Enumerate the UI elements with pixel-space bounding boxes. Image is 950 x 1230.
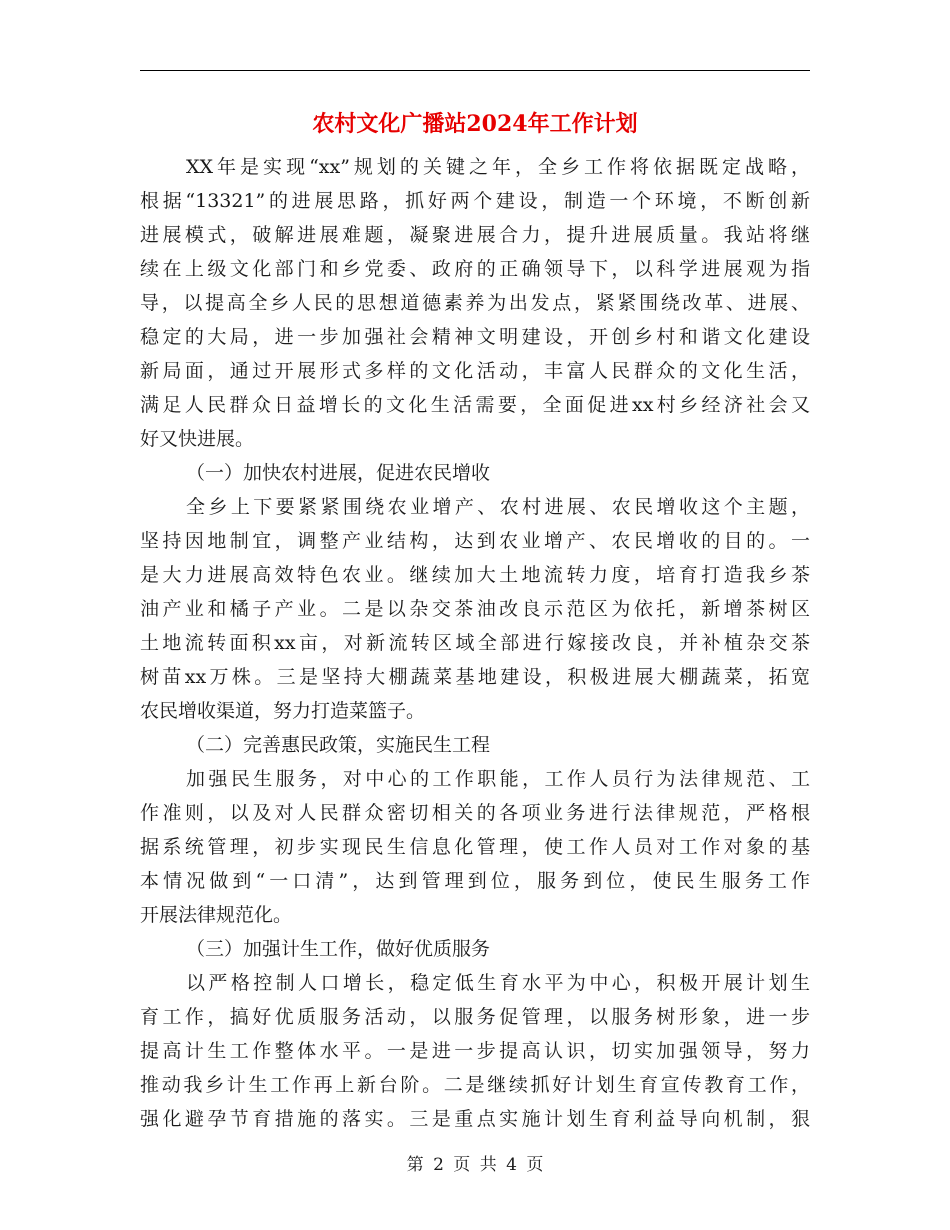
document-title: 农村文化广播站2024年工作计划 (312, 111, 638, 137)
text-line: 作准则，以及对人民群众密切相关的各项业务进行法律规范，严格根 (140, 802, 810, 824)
page-footer (140, 1152, 810, 1178)
text-line: 满足人民群众日益增长的文化生活需要，全面促进xx村乡经济社会又 (140, 394, 810, 416)
text-line: 强化避孕节育措施的落实。三是重点实施计划生育利益导向机制，狠 (140, 1108, 810, 1130)
text-line: （一）加快农村进展，促进农民增收 (186, 462, 491, 484)
text-line: 树苗xx万株。三是坚持大棚蔬菜基地建设，积极进展大棚蔬菜，拓宽 (140, 666, 810, 688)
text-line: 稳定的大局，进一步加强社会精神文明建设，开创乡村和谐文化建设 (140, 326, 810, 348)
text-line: XX年是实现“xx”规划的关键之年，全乡工作将依据既定战略， (186, 156, 810, 178)
footer-page-word-2: 页 (526, 1155, 544, 1175)
header-rule (140, 70, 810, 71)
text-line: 推动我乡计生工作再上新台阶。二是继续抓好计划生育宣传教育工作， (140, 1074, 810, 1096)
text-line: 坚持因地制宜，调整产业结构，达到农业增产、农民增收的目的。一 (140, 530, 810, 552)
text-line: 进展模式，破解进展难题，凝聚进展合力，提升进展质量。我站将继 (140, 224, 810, 246)
text-line: 开展法律规范化。 (140, 904, 293, 926)
text-line: 根据“13321”的进展思路，抓好两个建设，制造一个环境，不断创新 (140, 190, 810, 212)
text-line: 好又快进展。 (140, 428, 255, 450)
document-body (140, 150, 810, 1136)
text-line: 新局面，通过开展形式多样的文化活动，丰富人民群众的文化生活， (140, 360, 810, 382)
text-line: 是大力进展高效特色农业。继续加大土地流转力度，培育打造我乡茶 (140, 564, 810, 586)
footer-total-word: 共 (479, 1155, 497, 1175)
text-line: 续在上级文化部门和乡党委、政府的正确领导下，以科学进展观为指 (140, 258, 810, 280)
text-line: 导，以提高全乡人民的思想道德素养为出发点，紧紧围绕改革、进展、 (140, 292, 810, 314)
text-line: 据系统管理，初步实现民生信息化管理，使工作人员对工作对象的基 (140, 836, 810, 858)
text-line: 全乡上下要紧紧围绕农业增产、农村进展、农民增收这个主题， (186, 496, 810, 518)
footer-prefix: 第 (406, 1155, 424, 1175)
text-line: 加强民生服务，对中心的工作职能，工作人员行为法律规范、工 (186, 768, 810, 790)
text-line: （三）加强计生工作，做好优质服务 (186, 938, 491, 960)
text-line: 提高计生工作整体水平。一是进一步提高认识，切实加强领导，努力 (140, 1040, 810, 1062)
text-line: 本情况做到“一口清”，达到管理到位，服务到位，使民生服务工作 (140, 870, 810, 892)
text-line: 农民增收渠道，努力打造菜篮子。 (140, 700, 426, 722)
text-line: 油产业和橘子产业。二是以杂交茶油改良示范区为依托，新增茶树区 (140, 598, 810, 620)
current-page-number: 2 (433, 1155, 444, 1175)
total-page-number: 4 (506, 1155, 517, 1175)
text-line: （二）完善惠民政策，实施民生工程 (186, 734, 491, 756)
text-line: 以严格控制人口增长，稳定低生育水平为中心，积极开展计划生 (186, 972, 810, 994)
footer-page-word: 页 (453, 1155, 471, 1175)
text-line: 土地流转面积xx亩，对新流转区域全部进行嫁接改良，并补植杂交茶 (140, 632, 810, 654)
text-line: 育工作，搞好优质服务活动，以服务促管理，以服务树形象，进一步 (140, 1006, 810, 1028)
